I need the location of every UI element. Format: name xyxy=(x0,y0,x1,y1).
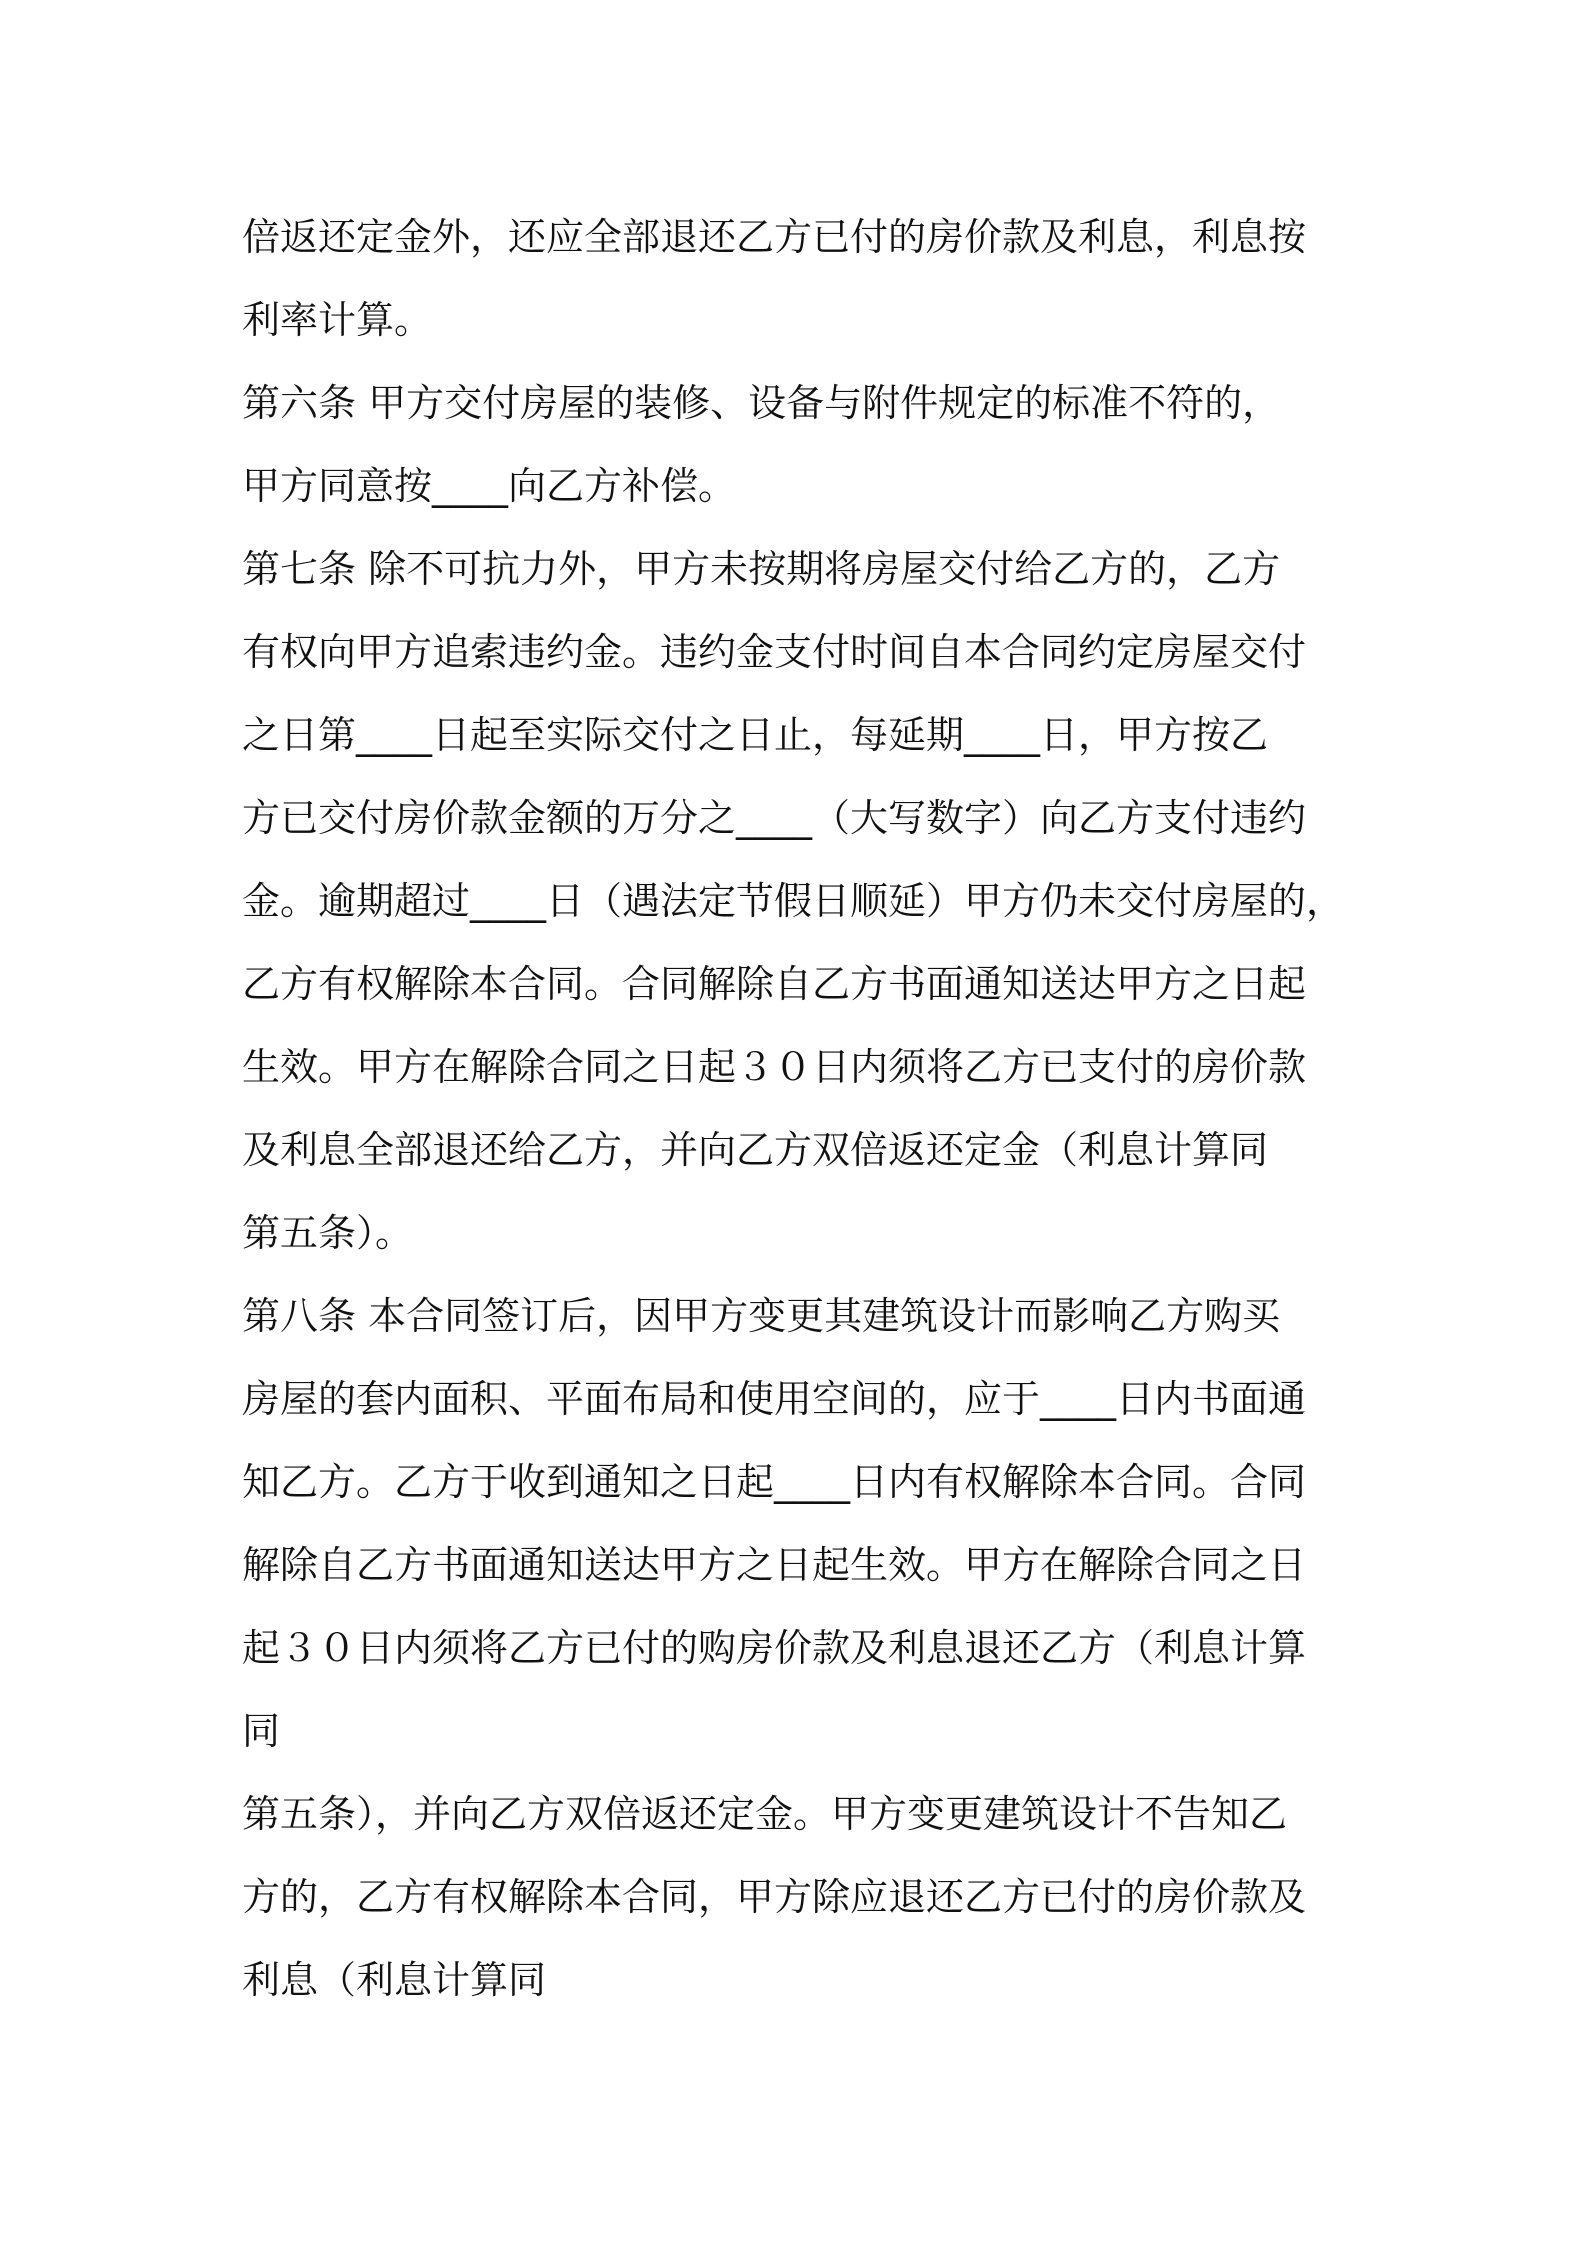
text-line-2: 利率计算。 xyxy=(242,298,433,342)
text-line-13: 第五条）。 xyxy=(242,1211,414,1255)
text-line-20: 第五条），并向乙方双倍返还定金。甲方变更建筑设计不告知乙 xyxy=(242,1792,1288,1836)
text-line-4: 甲方同意按____向乙方补偿。 xyxy=(242,464,737,508)
text-line-5: 第七条 除不可抗力外，甲方未按期将房屋交付给乙方的，乙方 xyxy=(242,547,1281,591)
text-line-11: 生效。甲方在解除合同之日起３０日内须将乙方已支付的房价款 xyxy=(242,1045,1307,1089)
text-line-8: 方已交付房价款金额的万分之____（大写数字）向乙方支付违约 xyxy=(242,796,1307,840)
text-line-12: 及利息全部退还给乙方，并向乙方双倍返还定金（利息计算同 xyxy=(242,1128,1269,1172)
text-line-9: 金。逾期超过____日（遇法定节假日顺延）甲方仍未交付房屋的， xyxy=(242,879,1345,923)
text-line-16: 知乙方。乙方于收到通知之日起____日内有权解除本合同。合同 xyxy=(242,1460,1307,1504)
document-body xyxy=(242,196,1362,2022)
text-line-7: 之日第____日起至实际交付之日止，每延期____日，甲方按乙 xyxy=(242,713,1269,757)
text-line-3: 第六条 甲方交付房屋的装修、设备与附件规定的标准不符的， xyxy=(242,381,1281,425)
text-line-10: 乙方有权解除本合同。合同解除自乙方书面通知送达甲方之日起 xyxy=(242,962,1307,1006)
text-line-22: 利息（利息计算同 xyxy=(242,1958,547,2002)
text-line-21: 方的，乙方有权解除本合同，甲方除应退还乙方已付的房价款及 xyxy=(242,1875,1307,1919)
text-line-1: 倍返还定金外，还应全部退还乙方已付的房价款及利息，利息按 xyxy=(242,215,1307,259)
text-line-14: 第八条 本合同签订后，因甲方变更其建筑设计而影响乙方购买 xyxy=(242,1294,1281,1338)
text-line-18: 起３０日内须将乙方已付的购房价款及利息退还乙方（利息计算 xyxy=(242,1626,1307,1670)
text-line-6: 有权向甲方追索违约金。违约金支付时间自本合同约定房屋交付 xyxy=(242,630,1307,674)
text-line-17: 解除自乙方书面通知送达甲方之日起生效。甲方在解除合同之日 xyxy=(242,1543,1307,1587)
text-line-15: 房屋的套内面积、平面布局和使用空间的，应于____日内书面通 xyxy=(242,1377,1307,1421)
text-line-19: 同 xyxy=(242,1709,281,1753)
